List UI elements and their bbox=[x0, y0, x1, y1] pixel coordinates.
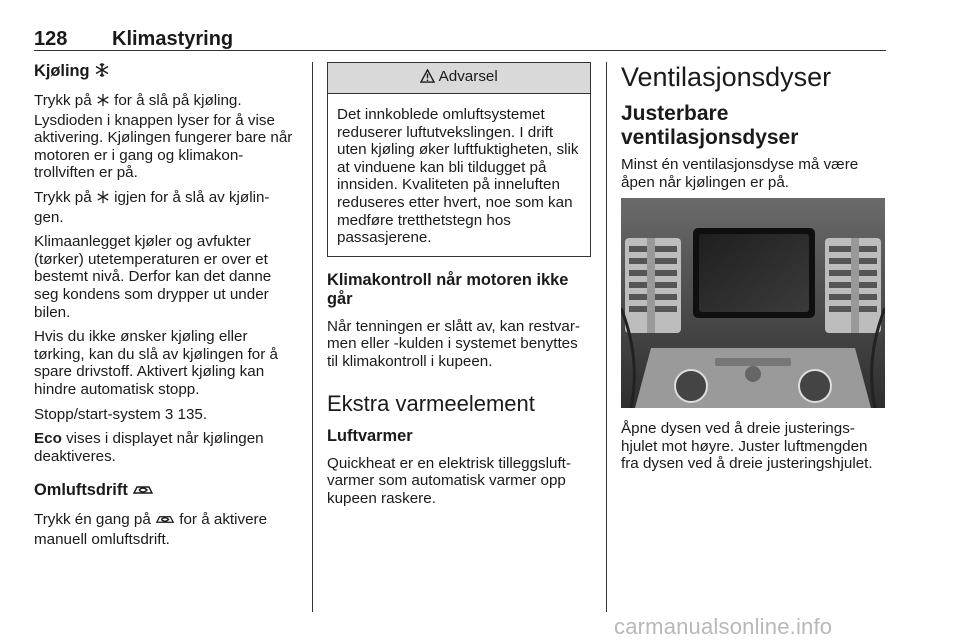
extra-heater-heading: Ekstra varmeelement bbox=[327, 390, 535, 416]
recirculation-paragraph: Trykk én gang på for å aktivere manuell omluftsdrift. bbox=[34, 511, 268, 548]
column-left bbox=[34, 62, 298, 555]
page-reference-arrow-icon: 3 bbox=[164, 405, 174, 423]
dashboard-vents-image bbox=[621, 198, 885, 408]
column-divider-1 bbox=[312, 62, 313, 612]
cooling-paragraph-4: Hvis du ikke ønsker kjøling eller tørking, kan du slå av kjølingen for å spare drivstoff. Aktivert kjøling kan hindre automatisk stopp. bbox=[34, 328, 278, 398]
recirculation-icon bbox=[155, 513, 175, 531]
eco-paragraph: Eco vises i displayet når kjølingen deaktiveres. bbox=[34, 430, 264, 465]
page-header bbox=[34, 22, 886, 50]
header-rule bbox=[34, 50, 886, 51]
page-number: 128 bbox=[34, 28, 68, 50]
stop-start-reference: Stopp/start-system 3 135. bbox=[34, 405, 208, 423]
snowflake-icon bbox=[94, 62, 110, 83]
column-right bbox=[621, 62, 885, 480]
column-middle bbox=[327, 62, 591, 514]
vents-heading: Ventilasjonsdyser bbox=[621, 62, 832, 92]
recirculation-heading: Omluftsdrift bbox=[34, 481, 298, 502]
cooling-paragraph-3: Klimaanlegget kjøler og avfukter (tørker) utetemperaturen er over et bestemt nivå. Derfor kan det danne seg kondens som drypper ut under bilen. bbox=[34, 233, 272, 321]
column-divider-2 bbox=[606, 62, 607, 612]
snowflake-icon bbox=[96, 93, 110, 112]
air-heater-heading: Luftvarmer bbox=[327, 426, 413, 445]
adjustable-vents-heading: Justerbare ventilasjonsdyser bbox=[621, 102, 799, 149]
warning-text: Det innkoblede omluftsystemet reduserer luftutvekslingen. I drift uten kjøling øker luftfuktigheten, slik at vinduene kan bli tildugget på innsiden. Kvaliteten på inneluften reduseres etter hvert, noe som kan medføre tretthetstegn hos passasjerene. bbox=[337, 106, 579, 247]
warning-box bbox=[327, 62, 591, 257]
cooling-heading: Kjøling bbox=[34, 62, 298, 83]
cooling-paragraph-2: Trykk på igjen for å slå av kjølin-gen. bbox=[34, 188, 270, 226]
watermark: carmanualsonline.info bbox=[614, 614, 833, 639]
warning-title: Advarsel bbox=[328, 63, 590, 94]
warning-triangle-icon bbox=[420, 68, 438, 85]
recirculation-icon bbox=[132, 483, 154, 502]
engine-off-heading: Klimakontroll når motoren ikke går bbox=[327, 270, 569, 308]
vents-caption: Åpne dysen ved å dreie justerings-hjulet mot høyre. Juster luftmengden fra dysen ved å dreie justeringshjulet. bbox=[621, 420, 873, 473]
snowflake-icon bbox=[96, 190, 110, 209]
engine-off-paragraph: Når tenningen er slått av, kan restvar-men eller -kulden i systemet benyttes til klimakontroll i kupeen. bbox=[327, 317, 580, 370]
warning-body bbox=[328, 94, 590, 256]
vents-intro: Minst én ventilasjonsdyse må være åpen når kjølingen er på. bbox=[621, 156, 859, 191]
chapter-title: Klimastyring bbox=[112, 28, 234, 50]
cooling-paragraph-1: Trykk på for å slå på kjøling. Lysdioden i knappen lyser for å vise aktivering. Kjølingen fungerer bare når motoren er i gang og klimakon-trollviften er på. bbox=[34, 92, 293, 182]
air-heater-paragraph: Quickheat er en elektrisk tilleggsluft-varmer som automatisk varmer opp kupeen raskere. bbox=[327, 454, 571, 507]
